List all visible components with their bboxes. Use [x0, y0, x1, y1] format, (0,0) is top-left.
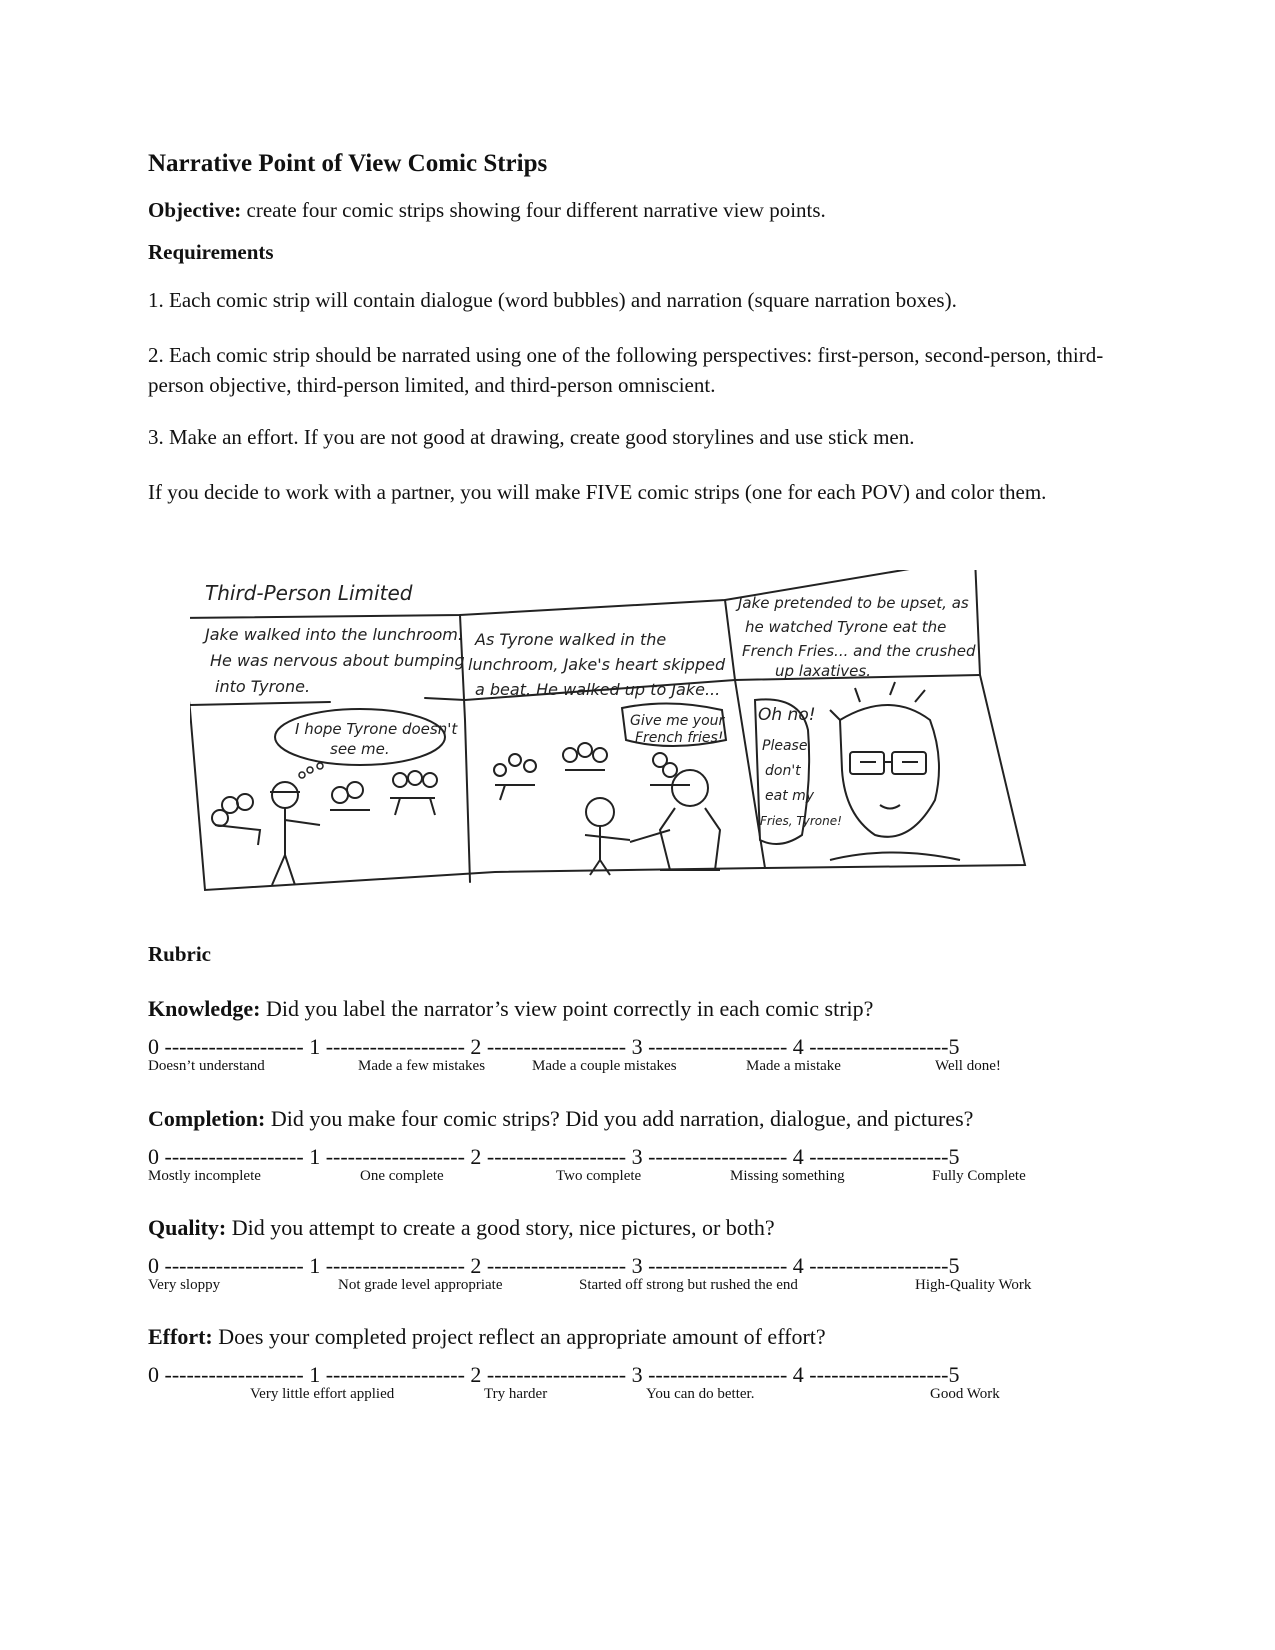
requirement-item-1: 1. Each comic strip will contain dialogue (word bubbles) and narration (square narration boxes). [148, 288, 957, 312]
panel-3-narration-2: he watched Tyrone eat the [745, 618, 947, 636]
panel-2-bubble-1: Give me your [630, 713, 725, 729]
panel-3-bubble-1: Oh no! [758, 705, 816, 725]
rubric-text-effort: Does your completed project reflect an appropriate amount of effort? [212, 1324, 826, 1349]
rubric-question-knowledge [148, 996, 873, 1022]
panel-1-narration-1: Jake walked into the lunchroom. [205, 625, 463, 644]
scale-label: Well done! [935, 1058, 1001, 1074]
rubric-question-completion [148, 1106, 973, 1132]
rubric-scale-quality [148, 1253, 1118, 1297]
page-title: Narrative Point of View Comic Strips [148, 150, 548, 177]
scale-line: 0 ------------------- 1 ------------------- 2 ------------------- 3 ------------------- 4 -------------------5 [148, 1362, 960, 1387]
comic-heading: Third-Person Limited [205, 581, 413, 605]
scale-label: Two complete [556, 1168, 642, 1184]
panel-1-narration-2: He was nervous about bumping [210, 651, 465, 670]
rubric-text-quality: Did you attempt to create a good story, nice pictures, or both? [226, 1215, 775, 1240]
scale-label: Very little effort applied [250, 1386, 395, 1402]
requirement-item-3: 3. Make an effort. If you are not good at drawing, create good storylines and use stick men. [148, 425, 915, 449]
scale-label: Started off strong but rushed the end [579, 1277, 798, 1293]
scale-label: Try harder [484, 1386, 548, 1402]
scale-label: Fully Complete [932, 1168, 1026, 1184]
panel-2-narration-1: As Tyrone walked in the [475, 630, 667, 649]
scale-label: You can do better. [646, 1386, 755, 1402]
rubric-label-knowledge: Knowledge: [148, 996, 261, 1021]
scale-label: High-Quality Work [915, 1277, 1032, 1293]
panel-3-narration-1: Jake pretended to be upset, as [738, 594, 969, 612]
rubric-label-completion: Completion: [148, 1106, 266, 1131]
rubric-question-quality [148, 1215, 775, 1241]
scale-label: Made a couple mistakes [532, 1058, 677, 1074]
panel-2-bubble-2: French fries! [635, 730, 724, 746]
comic-strip-illustration [190, 570, 1090, 935]
panel-3-drawing [830, 682, 960, 860]
scale-label: Made a few mistakes [358, 1058, 486, 1074]
panel-2-narration-2: lunchroom, Jake's heart skipped [468, 655, 726, 674]
scale-label: Doesn’t understand [148, 1058, 265, 1074]
panel-3-bubble-2: Please [762, 738, 808, 754]
scale-label: Mostly incomplete [148, 1168, 261, 1184]
objective [148, 195, 1133, 225]
rubric-heading: Rubric [148, 942, 211, 966]
panel-2-drawing [494, 743, 720, 875]
panel-3-narration-3: French Fries... and the crushed [742, 642, 976, 660]
scale-line: 0 ------------------- 1 ------------------- 2 ------------------- 3 ------------------- 4 -------------------5 [148, 1253, 960, 1278]
rubric-question-effort [148, 1324, 826, 1350]
rubric-scale-knowledge [148, 1034, 1118, 1078]
rubric-scale-effort [148, 1362, 1118, 1406]
panel-1-bubble-2: see me. [330, 740, 390, 758]
comic-strip-svg [190, 570, 1090, 935]
rubric-text-knowledge: Did you label the narrator’s view point correctly in each comic strip? [260, 996, 874, 1021]
panel-3-bubble-3: don't [765, 763, 801, 779]
panel-3-bubble-5: Fries, Tyrone! [760, 814, 842, 828]
scale-label: Not grade level appropriate [338, 1277, 503, 1293]
panel-2-narration-3: a beat. He walked up to Jake... [475, 680, 721, 699]
panel-3-bubble-4: eat my [765, 788, 815, 804]
scale-label: Made a mistake [746, 1058, 841, 1074]
rubric-scale-completion [148, 1144, 1118, 1188]
scale-label: Missing something [730, 1168, 845, 1184]
partner-note: If you decide to work with a partner, you will make FIVE comic strips (one for each POV) and color them. [148, 480, 1047, 504]
panel-1-drawing [212, 771, 437, 885]
scale-line: 0 ------------------- 1 ------------------- 2 ------------------- 3 ------------------- 4 -------------------5 [148, 1034, 960, 1059]
scale-label: Good Work [930, 1386, 1000, 1402]
rubric-label-quality: Quality: [148, 1215, 227, 1240]
scale-label: One complete [360, 1168, 444, 1184]
requirements-heading: Requirements [148, 240, 274, 264]
rubric-text-completion: Did you make four comic strips? Did you add narration, dialogue, and pictures? [265, 1106, 974, 1131]
scale-label: Very sloppy [148, 1277, 221, 1293]
panel-1-bubble-1: I hope Tyrone doesn't [295, 720, 458, 738]
rubric-label-effort: Effort: [148, 1324, 213, 1349]
requirement-item-2: 2. Each comic strip should be narrated using one of the following perspectives: first-person, second-person, third-person objective, third-person limited, and third-person omniscient. [148, 343, 1104, 397]
objective-label: Objective: [148, 198, 242, 222]
objective-text: create four comic strips showing four different narrative view points. [241, 198, 826, 222]
panel-3-narration-4: up laxatives. [775, 662, 871, 680]
scale-line: 0 ------------------- 1 ------------------- 2 ------------------- 3 ------------------- 4 -------------------5 [148, 1144, 960, 1169]
panel-1-narration-3: into Tyrone. [215, 677, 311, 696]
